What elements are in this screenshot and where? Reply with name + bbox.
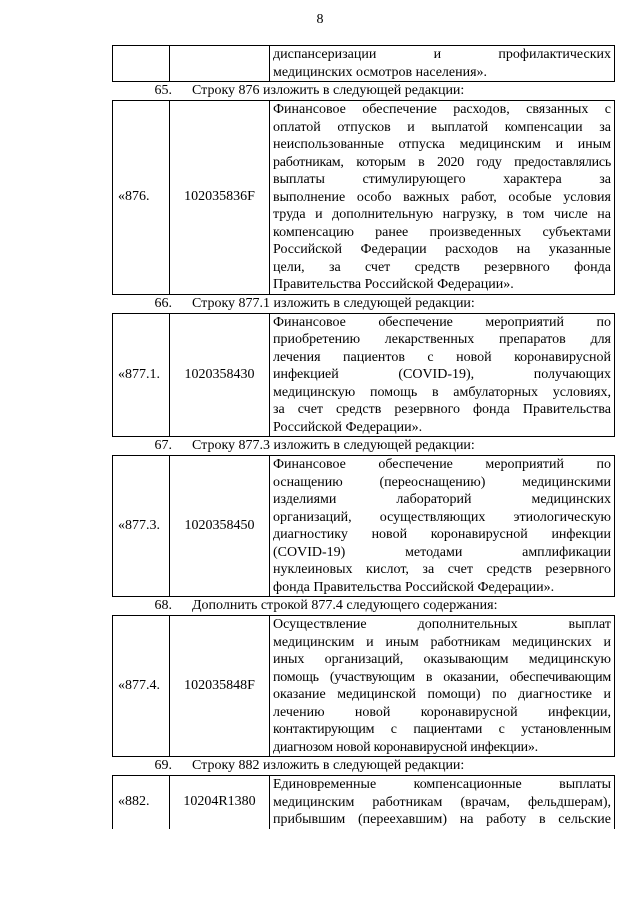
amendment-text: Строку 882 изложить в следующей редакции: [192,758,465,773]
text-line: Финансовое обеспечение мероприятий по [273,457,611,472]
text-line: Осуществление дополнительных выплат [273,617,611,632]
text-line: выплаты стимулирующего характера за [273,172,611,187]
amendment-number: 67. [154,438,172,453]
amendment-instruction [112,437,615,455]
row-code-cell: «882. [113,776,170,829]
text-line: помощь (участвующим в оказании, обеспечивающим [273,669,611,685]
row-code-cell: «877.3. [113,456,170,596]
text-line: изделиями лабораторий медицинских [273,492,611,507]
text-line: лечению новой коронавирусной инфекции, [273,704,611,720]
text-line: неиспользованные отпуска медицинским и иным [273,137,611,152]
row-code-cell: «876. [113,101,170,294]
row-kbk-cell [170,46,270,81]
text-line: оплатой отпусков и выплатой компенсации за [273,119,611,135]
amendment-text: Строку 877.1 изложить в следующей редакции: [192,295,475,311]
row-text-cell [270,616,614,756]
text-line: инфекцией (COVID-19), получающих [273,367,611,382]
text-line: работникам, которым в 2020 году предоставлялись [273,154,611,170]
text-line: приобретению лекарственных препаратов для [273,332,611,347]
amendment-text: Строку 876 изложить в следующей редакции: [192,83,465,98]
text-line: Финансовое обеспечение расходов, связанных с [273,102,611,117]
amendment-instruction [112,757,615,775]
row-kbk-cell: 1020358450 [170,456,270,596]
text-line: нуклеиновых кислот, за счет средств резервного [273,562,611,577]
table-row-877-3 [112,455,615,597]
row-text-cell [270,456,614,596]
text-line: организаций, осуществляющих этиологическую [273,509,611,525]
text-line: Финансовое обеспечение мероприятий по [273,314,611,330]
amendments-list [112,45,615,829]
row-text-cell [270,46,614,81]
table-row-876 [112,100,615,295]
amendment-instruction [112,597,615,615]
text-line: лечения пациентов с новой коронавирусной [273,349,611,365]
amendment-instruction [112,82,615,100]
text-line: труда и дополнительную нагрузку, в том числе на [273,207,611,222]
amendment-number: 68. [154,598,172,613]
text-line: медицинским и иным работникам медицинских и [273,634,611,650]
row-code-cell: «877.1. [113,314,170,437]
amendment-text: Строку 877.3 изложить в следующей редакции: [192,438,475,453]
text-line: Единовременные компенсационные выплаты [273,777,611,792]
text-line: выполнение особо важных работ, особые условия [273,189,611,205]
table-row-fragment [112,45,615,82]
text-line: Правительства Российской Федерации». [273,277,514,292]
text-line: контактирующим с пациентами с установленным [273,722,611,737]
text-line: иных организаций, оказывающим медицинскую [273,652,611,667]
row-kbk-cell: 102035848F [170,616,270,756]
text-line: оказание медицинской помощи) по диагностике и [273,687,611,702]
table-row-877-1 [112,313,615,438]
table-row-877-4 [112,615,615,757]
amendment-number: 66. [154,295,172,311]
text-line: за счет средств резервного фонда Правительства [273,402,611,417]
text-line: диагностику новой коронавирусной инфекции [273,527,611,542]
text-line: медицинскую помощь в амбулаторных условиях, [273,384,611,400]
text-line: медицинским работникам (врачам, фельдшерам), [273,794,611,810]
row-code-cell [113,46,170,81]
row-text-cell [270,101,614,294]
row-kbk-cell: 10204R1380 [170,776,270,829]
row-code-cell: «877.4. [113,616,170,756]
table-row-882 [112,775,615,829]
text-line: цели, за счет средств резервного фонда [273,259,611,275]
text-line: диспансеризации и профилактических [273,47,611,62]
row-text-cell [270,776,614,829]
text-line: (COVID-19) методами амплификации [273,544,611,560]
page-number: 8 [316,12,324,27]
amendment-number: 65. [154,83,172,98]
text-line: компенсацию ранее произведенных субъектами [273,224,611,240]
text-line: Российской Федерации расходов на указанные [273,242,611,257]
text-line: фонда Правительства Российской Федерации». [273,579,555,595]
amendment-number: 69. [154,758,172,773]
text-line: Российской Федерации». [273,419,423,435]
row-kbk-cell: 1020358430 [170,314,270,437]
amendment-text: Дополнить строкой 877.4 следующего содержания: [192,598,498,613]
row-text-cell [270,314,614,437]
text-line: оснащению (переоснащению) медицинскими [273,474,611,490]
row-kbk-cell: 102035836F [170,101,270,294]
text-line: медицинских осмотров населения». [273,64,488,80]
amendment-instruction [112,295,615,313]
text-line: диагнозом новой коронавирусной инфекции». [273,739,538,755]
text-line: прибывшим (переехавшим) на работу в сельские [273,812,611,827]
